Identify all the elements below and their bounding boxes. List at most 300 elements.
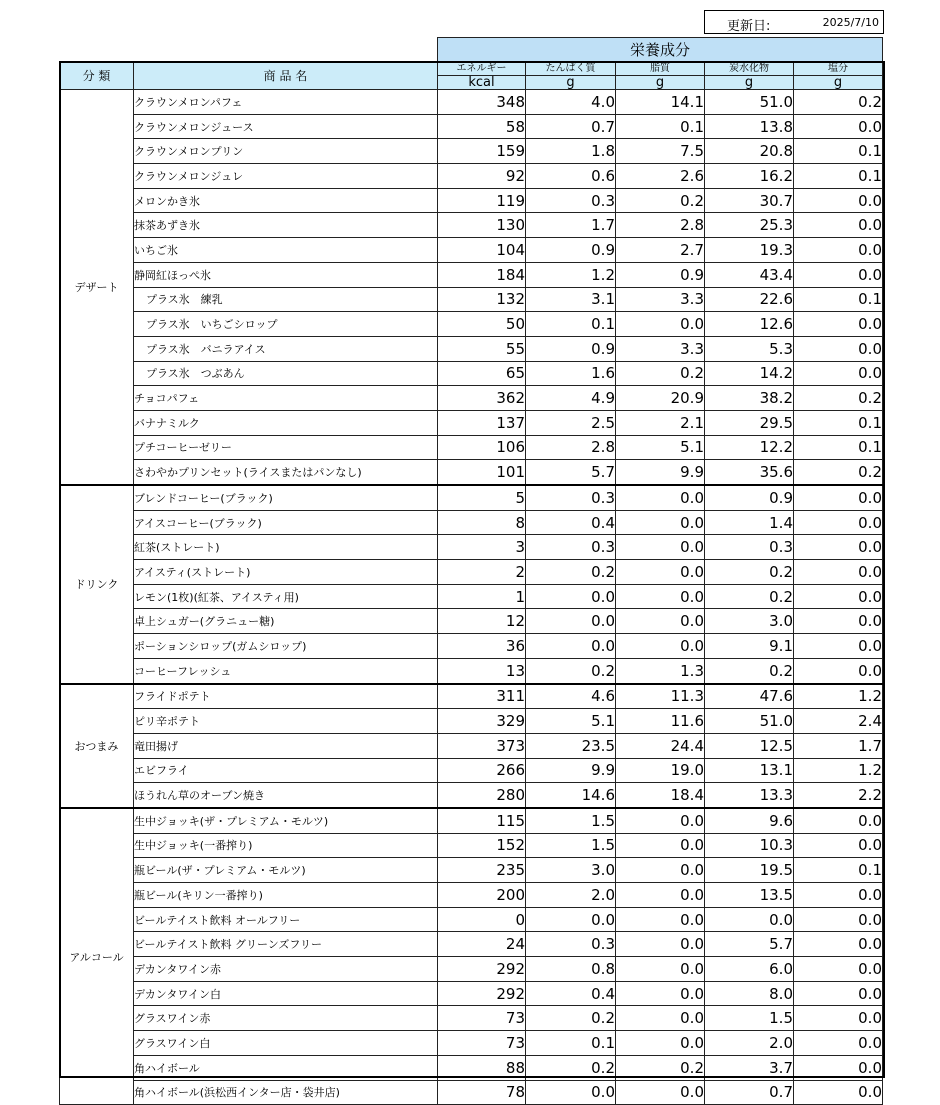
carbs-cell: 0.7 [705, 1080, 794, 1105]
carbs-cell: 51.0 [705, 90, 794, 115]
energy-cell: 235 [438, 858, 526, 883]
protein-cell: 3.0 [526, 858, 616, 883]
table-row [60, 808, 883, 833]
carbs-cell: 0.2 [705, 658, 794, 683]
fat-cell: 0.0 [616, 932, 705, 957]
energy-cell: 3 [438, 535, 526, 560]
product-name-cell: プラス氷 練乳 [134, 287, 438, 312]
table-row [60, 410, 883, 435]
table-row [60, 634, 883, 659]
salt-cell: 0.0 [794, 833, 883, 858]
energy-cell: 2 [438, 560, 526, 585]
salt-cell: 0.2 [794, 460, 883, 485]
protein-cell: 0.2 [526, 1006, 616, 1031]
fat-cell: 2.8 [616, 213, 705, 238]
product-name-cell: グラスワイン白 [134, 1031, 438, 1056]
product-name-cell: アイスティ(ストレート) [134, 560, 438, 585]
energy-cell: 152 [438, 833, 526, 858]
product-name-cell: クラウンメロンパフェ [134, 90, 438, 115]
fat-cell: 11.3 [616, 684, 705, 709]
carbs-cell: 13.8 [705, 114, 794, 139]
protein-cell: 4.6 [526, 684, 616, 709]
energy-cell: 55 [438, 336, 526, 361]
table-row [60, 981, 883, 1006]
salt-cell: 0.1 [794, 164, 883, 189]
fat-unit: g [616, 76, 705, 90]
energy-cell: 373 [438, 733, 526, 758]
fat-cell: 1.3 [616, 658, 705, 683]
carbs-cell: 0.2 [705, 584, 794, 609]
fat-header: 脂質 [616, 62, 705, 76]
energy-cell: 115 [438, 808, 526, 833]
energy-cell: 50 [438, 312, 526, 337]
carbs-header: 炭水化物 [705, 62, 794, 76]
carbs-cell: 16.2 [705, 164, 794, 189]
table-row [60, 386, 883, 411]
carbs-cell: 1.5 [705, 1006, 794, 1031]
table-row [60, 435, 883, 460]
protein-cell: 0.2 [526, 658, 616, 683]
fat-cell: 0.2 [616, 188, 705, 213]
fat-cell: 0.0 [616, 584, 705, 609]
protein-cell: 23.5 [526, 733, 616, 758]
table-row [60, 213, 883, 238]
salt-cell: 0.0 [794, 485, 883, 510]
protein-cell: 0.0 [526, 584, 616, 609]
protein-unit: g [526, 76, 616, 90]
salt-cell: 0.0 [794, 510, 883, 535]
product-name-cell: クラウンメロンジュース [134, 114, 438, 139]
salt-cell: 0.2 [794, 90, 883, 115]
energy-header: エネルギー [438, 62, 526, 76]
product-name-cell: ブレンドコーヒー(ブラック) [134, 485, 438, 510]
carbs-cell: 9.6 [705, 808, 794, 833]
energy-cell: 106 [438, 435, 526, 460]
protein-cell: 0.7 [526, 114, 616, 139]
fat-cell: 0.0 [616, 1031, 705, 1056]
protein-cell: 0.2 [526, 560, 616, 585]
product-name-cell: レモン(1枚)(紅茶、アイスティ用) [134, 584, 438, 609]
protein-cell: 1.7 [526, 213, 616, 238]
table-row [60, 336, 883, 361]
product-name-cell: クラウンメロンジュレ [134, 164, 438, 189]
energy-cell: 159 [438, 139, 526, 164]
product-name-cell: デカンタワイン赤 [134, 957, 438, 982]
energy-cell: 1 [438, 584, 526, 609]
carbs-cell: 51.0 [705, 709, 794, 734]
fat-cell: 0.0 [616, 808, 705, 833]
table-row [60, 932, 883, 957]
carbs-cell: 43.4 [705, 262, 794, 287]
fat-cell: 0.9 [616, 262, 705, 287]
salt-cell: 0.0 [794, 634, 883, 659]
protein-header: たんぱく質 [526, 62, 616, 76]
table-row [60, 1031, 883, 1056]
update-date-label: 更新日: [727, 19, 771, 34]
energy-cell: 78 [438, 1080, 526, 1105]
carbs-cell: 25.3 [705, 213, 794, 238]
carbs-cell: 8.0 [705, 981, 794, 1006]
protein-cell: 2.8 [526, 435, 616, 460]
table-row [60, 733, 883, 758]
fat-cell: 0.0 [616, 981, 705, 1006]
energy-cell: 119 [438, 188, 526, 213]
fat-cell: 0.0 [616, 634, 705, 659]
protein-cell: 0.8 [526, 957, 616, 982]
energy-cell: 5 [438, 485, 526, 510]
carbs-cell: 30.7 [705, 188, 794, 213]
fat-cell: 2.1 [616, 410, 705, 435]
energy-cell: 362 [438, 386, 526, 411]
fat-cell: 0.0 [616, 609, 705, 634]
carbs-cell: 9.1 [705, 634, 794, 659]
category-cell: ドリンク [60, 485, 134, 684]
fat-cell: 0.0 [616, 535, 705, 560]
salt-cell: 0.0 [794, 213, 883, 238]
carbs-cell: 0.0 [705, 907, 794, 932]
fat-cell: 0.0 [616, 833, 705, 858]
salt-cell: 0.0 [794, 658, 883, 683]
salt-unit: g [794, 76, 883, 90]
salt-cell: 0.0 [794, 1080, 883, 1105]
protein-cell: 0.1 [526, 1031, 616, 1056]
energy-cell: 88 [438, 1055, 526, 1080]
nutrition-table-body [60, 90, 883, 1105]
fat-cell: 3.3 [616, 287, 705, 312]
protein-cell: 4.9 [526, 386, 616, 411]
protein-cell: 0.4 [526, 981, 616, 1006]
carbs-cell: 13.1 [705, 758, 794, 783]
product-name-cell: 角ハイボール(浜松西インター店・袋井店) [134, 1080, 438, 1105]
carbs-cell: 38.2 [705, 386, 794, 411]
carbs-cell: 0.2 [705, 560, 794, 585]
carbs-cell: 10.3 [705, 833, 794, 858]
salt-header: 塩分 [794, 62, 883, 76]
carbs-cell: 0.9 [705, 485, 794, 510]
table-row [60, 709, 883, 734]
salt-cell: 0.1 [794, 139, 883, 164]
product-name-cell: 生中ジョッキ(一番搾り) [134, 833, 438, 858]
table-row [60, 361, 883, 386]
protein-cell: 0.3 [526, 485, 616, 510]
salt-cell: 1.2 [794, 758, 883, 783]
fat-cell: 2.7 [616, 238, 705, 263]
table-row [60, 1055, 883, 1080]
product-name-cell: フライドポテト [134, 684, 438, 709]
table-row [60, 90, 883, 115]
salt-cell: 0.2 [794, 386, 883, 411]
energy-cell: 329 [438, 709, 526, 734]
product-name-cell: いちご氷 [134, 238, 438, 263]
carbs-cell: 13.5 [705, 883, 794, 908]
product-name-cell: グラスワイン赤 [134, 1006, 438, 1031]
carbs-cell: 3.7 [705, 1055, 794, 1080]
table-row [60, 287, 883, 312]
energy-cell: 92 [438, 164, 526, 189]
product-name-cell: コーヒーフレッシュ [134, 658, 438, 683]
carbs-cell: 12.6 [705, 312, 794, 337]
protein-cell: 1.8 [526, 139, 616, 164]
protein-cell: 0.3 [526, 535, 616, 560]
salt-cell: 0.0 [794, 114, 883, 139]
protein-cell: 0.0 [526, 634, 616, 659]
product-name-cell: 竜田揚げ [134, 733, 438, 758]
fat-cell: 3.3 [616, 336, 705, 361]
table-row [60, 783, 883, 808]
product-name-cell: 抹茶あずき氷 [134, 213, 438, 238]
category-cell: デザート [60, 90, 134, 486]
table-row [60, 758, 883, 783]
salt-cell: 0.0 [794, 981, 883, 1006]
fat-cell: 0.1 [616, 114, 705, 139]
table-row [60, 460, 883, 485]
table-row [60, 858, 883, 883]
product-name-cell: 静岡紅ほっぺ氷 [134, 262, 438, 287]
salt-cell: 0.0 [794, 238, 883, 263]
table-row [60, 658, 883, 683]
protein-cell: 0.4 [526, 510, 616, 535]
salt-cell: 0.0 [794, 535, 883, 560]
energy-cell: 73 [438, 1031, 526, 1056]
energy-cell: 101 [438, 460, 526, 485]
protein-cell: 0.9 [526, 336, 616, 361]
product-name-cell: 紅茶(ストレート) [134, 535, 438, 560]
energy-cell: 280 [438, 783, 526, 808]
carbs-cell: 12.2 [705, 435, 794, 460]
salt-cell: 0.0 [794, 312, 883, 337]
energy-cell: 292 [438, 957, 526, 982]
fat-cell: 9.9 [616, 460, 705, 485]
salt-cell: 0.0 [794, 336, 883, 361]
energy-cell: 311 [438, 684, 526, 709]
salt-cell: 0.0 [794, 907, 883, 932]
salt-cell: 0.0 [794, 808, 883, 833]
salt-cell: 0.0 [794, 361, 883, 386]
energy-cell: 36 [438, 634, 526, 659]
carbs-cell: 5.3 [705, 336, 794, 361]
fat-cell: 0.0 [616, 1006, 705, 1031]
salt-cell: 1.2 [794, 684, 883, 709]
fat-cell: 2.6 [616, 164, 705, 189]
product-name-cell: ビールテイスト飲料 オールフリー [134, 907, 438, 932]
carbs-cell: 47.6 [705, 684, 794, 709]
carbs-cell: 35.6 [705, 460, 794, 485]
nutrition-group-header: 栄養成分 [438, 38, 883, 62]
product-name-cell: ポーションシロップ(ガムシロップ) [134, 634, 438, 659]
table-row [60, 238, 883, 263]
table-row [60, 684, 883, 709]
salt-cell: 0.0 [794, 1055, 883, 1080]
energy-cell: 348 [438, 90, 526, 115]
fat-cell: 0.2 [616, 361, 705, 386]
fat-cell: 11.6 [616, 709, 705, 734]
energy-cell: 65 [438, 361, 526, 386]
fat-cell: 0.0 [616, 858, 705, 883]
product-name-cell: プラス氷 いちごシロップ [134, 312, 438, 337]
table-row [60, 510, 883, 535]
carbs-cell: 2.0 [705, 1031, 794, 1056]
product-name-cell: さわやかプリンセット(ライスまたはパンなし) [134, 460, 438, 485]
update-date-box [704, 10, 884, 34]
fat-cell: 0.0 [616, 510, 705, 535]
protein-cell: 5.7 [526, 460, 616, 485]
product-name-cell: バナナミルク [134, 410, 438, 435]
carbs-cell: 14.2 [705, 361, 794, 386]
energy-cell: 24 [438, 932, 526, 957]
carbs-cell: 1.4 [705, 510, 794, 535]
salt-cell: 2.4 [794, 709, 883, 734]
energy-cell: 184 [438, 262, 526, 287]
protein-cell: 0.0 [526, 609, 616, 634]
protein-cell: 1.5 [526, 808, 616, 833]
table-row [60, 883, 883, 908]
salt-cell: 0.1 [794, 410, 883, 435]
product-name-cell: 瓶ビール(ザ・プレミアム・モルツ) [134, 858, 438, 883]
salt-cell: 0.0 [794, 188, 883, 213]
protein-cell: 5.1 [526, 709, 616, 734]
product-name-cell: プチコーヒーゼリー [134, 435, 438, 460]
product-name-cell: 卓上シュガー(グラニュー糖) [134, 609, 438, 634]
fat-cell: 24.4 [616, 733, 705, 758]
salt-cell: 0.0 [794, 262, 883, 287]
product-name-cell: 角ハイボール [134, 1055, 438, 1080]
salt-cell: 0.1 [794, 287, 883, 312]
protein-cell: 0.3 [526, 932, 616, 957]
salt-cell: 0.0 [794, 957, 883, 982]
energy-cell: 200 [438, 883, 526, 908]
carbs-cell: 3.0 [705, 609, 794, 634]
table-row [60, 535, 883, 560]
protein-cell: 0.9 [526, 238, 616, 263]
update-date-value: 2025/7/10 [822, 16, 879, 29]
energy-cell: 137 [438, 410, 526, 435]
protein-cell: 9.9 [526, 758, 616, 783]
category-header: 分 類 [60, 62, 134, 90]
salt-cell: 0.0 [794, 584, 883, 609]
product-name-cell: アイスコーヒー(ブラック) [134, 510, 438, 535]
protein-cell: 3.1 [526, 287, 616, 312]
fat-cell: 14.1 [616, 90, 705, 115]
fat-cell: 0.0 [616, 312, 705, 337]
fat-cell: 20.9 [616, 386, 705, 411]
fat-cell: 0.0 [616, 1080, 705, 1105]
carbs-cell: 22.6 [705, 287, 794, 312]
nutrition-table [59, 37, 883, 1105]
salt-cell: 0.0 [794, 932, 883, 957]
protein-cell: 14.6 [526, 783, 616, 808]
carbs-cell: 29.5 [705, 410, 794, 435]
energy-unit: kcal [438, 76, 526, 90]
carbs-cell: 6.0 [705, 957, 794, 982]
product-name-cell: 生中ジョッキ(ザ・プレミアム・モルツ) [134, 808, 438, 833]
protein-cell: 2.0 [526, 883, 616, 908]
carbs-cell: 20.8 [705, 139, 794, 164]
fat-cell: 0.0 [616, 957, 705, 982]
salt-cell: 0.0 [794, 560, 883, 585]
protein-cell: 0.0 [526, 1080, 616, 1105]
energy-cell: 132 [438, 287, 526, 312]
salt-cell: 0.0 [794, 1031, 883, 1056]
energy-cell: 73 [438, 1006, 526, 1031]
product-name-cell: デカンタワイン白 [134, 981, 438, 1006]
product-name-cell: ほうれん草のオーブン焼き [134, 783, 438, 808]
product-name-cell: ビールテイスト飲料 グリーンズフリー [134, 932, 438, 957]
carbs-unit: g [705, 76, 794, 90]
protein-cell: 1.5 [526, 833, 616, 858]
table-row [60, 584, 883, 609]
protein-cell: 0.3 [526, 188, 616, 213]
salt-cell: 0.1 [794, 858, 883, 883]
table-row [60, 1006, 883, 1031]
carbs-cell: 19.5 [705, 858, 794, 883]
salt-cell: 2.2 [794, 783, 883, 808]
protein-cell: 0.6 [526, 164, 616, 189]
table-row [60, 139, 883, 164]
table-row [60, 560, 883, 585]
protein-cell: 0.2 [526, 1055, 616, 1080]
salt-cell: 0.1 [794, 435, 883, 460]
table-row [60, 312, 883, 337]
table-row [60, 1080, 883, 1105]
protein-cell: 4.0 [526, 90, 616, 115]
salt-cell: 0.0 [794, 1006, 883, 1031]
fat-cell: 18.4 [616, 783, 705, 808]
fat-cell: 0.0 [616, 907, 705, 932]
energy-cell: 292 [438, 981, 526, 1006]
carbs-cell: 5.7 [705, 932, 794, 957]
product-name-cell: 瓶ビール(キリン一番搾り) [134, 883, 438, 908]
salt-cell: 1.7 [794, 733, 883, 758]
table-row [60, 609, 883, 634]
table-row [60, 833, 883, 858]
energy-cell: 0 [438, 907, 526, 932]
fat-cell: 0.0 [616, 485, 705, 510]
table-row [60, 188, 883, 213]
product-name-cell: チョコパフェ [134, 386, 438, 411]
product-name-cell: ピリ辛ポテト [134, 709, 438, 734]
fat-cell: 0.0 [616, 883, 705, 908]
category-cell: アルコール [60, 808, 134, 1105]
energy-cell: 8 [438, 510, 526, 535]
product-name-cell: プラス氷 バニラアイス [134, 336, 438, 361]
protein-cell: 1.2 [526, 262, 616, 287]
protein-cell: 1.6 [526, 361, 616, 386]
salt-cell: 0.0 [794, 609, 883, 634]
carbs-cell: 12.5 [705, 733, 794, 758]
salt-cell: 0.0 [794, 883, 883, 908]
energy-cell: 104 [438, 238, 526, 263]
energy-cell: 130 [438, 213, 526, 238]
carbs-cell: 19.3 [705, 238, 794, 263]
category-cell: おつまみ [60, 684, 134, 808]
table-row [60, 164, 883, 189]
fat-cell: 0.0 [616, 560, 705, 585]
energy-cell: 58 [438, 114, 526, 139]
table-row [60, 262, 883, 287]
energy-cell: 13 [438, 658, 526, 683]
product-name-cell: クラウンメロンプリン [134, 139, 438, 164]
product-name-header: 商 品 名 [134, 62, 438, 90]
table-row [60, 907, 883, 932]
fat-cell: 19.0 [616, 758, 705, 783]
fat-cell: 7.5 [616, 139, 705, 164]
table-row [60, 114, 883, 139]
fat-cell: 5.1 [616, 435, 705, 460]
table-row [60, 957, 883, 982]
protein-cell: 0.0 [526, 907, 616, 932]
table-row [60, 485, 883, 510]
header-spacer [60, 38, 438, 62]
